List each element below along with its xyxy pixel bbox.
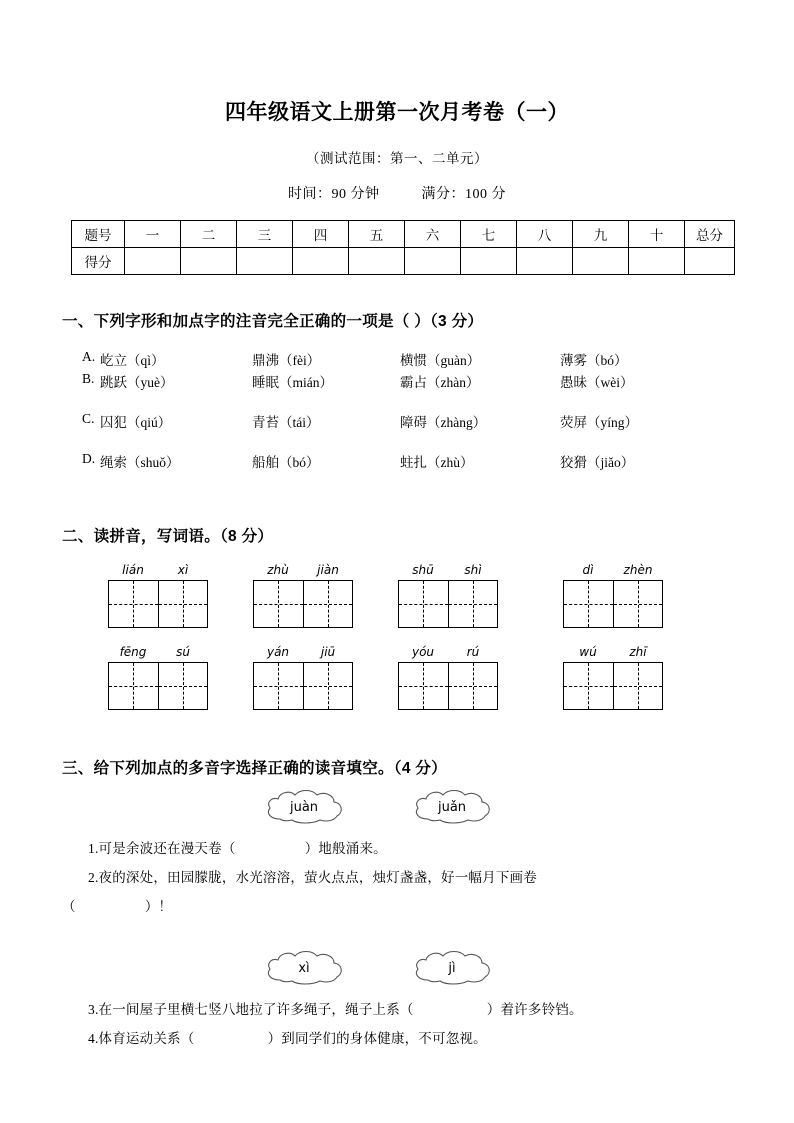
cloud-bubble-juan3 xyxy=(410,786,494,828)
pinyin-syllable: fēng xyxy=(119,645,147,659)
option-row-d[interactable] xyxy=(0,451,794,491)
table-row-question-numbers xyxy=(72,221,735,248)
cloud-pinyin-text: juǎn xyxy=(437,800,467,815)
row-header-score: 得分 xyxy=(72,248,125,275)
score-cell-3[interactable] xyxy=(237,248,293,275)
tianzige-cell[interactable] xyxy=(254,663,303,709)
tianzige-cell[interactable] xyxy=(109,663,158,709)
cloud-pinyin-text: jì xyxy=(448,961,456,976)
score-cell-7[interactable] xyxy=(461,248,517,275)
score-cell-total[interactable] xyxy=(685,248,735,275)
pinyin-label-1-3 xyxy=(398,560,498,580)
tianzige-box[interactable] xyxy=(398,580,498,628)
pinyin-syllable: zhèn xyxy=(623,563,653,577)
tianzige-cell[interactable] xyxy=(303,581,352,627)
sentence-2-text-open-paren: （ xyxy=(62,899,76,914)
pinyin-syllable: wú xyxy=(579,645,597,659)
pinyin-label-2-1 xyxy=(108,642,208,662)
column-header-3: 三 xyxy=(237,221,293,248)
tianzige-cell[interactable] xyxy=(448,663,497,709)
option-c-item-1: 囚犯（qiú） xyxy=(100,415,172,430)
tianzige-cell[interactable] xyxy=(158,581,207,627)
option-c-letter: C. xyxy=(82,411,95,426)
tianzige-box[interactable] xyxy=(253,580,353,628)
tianzige-cell[interactable] xyxy=(564,663,613,709)
test-scope-subtitle: （测试范围：第一、二单元） xyxy=(306,151,488,166)
sentence-2-text-close: ）！ xyxy=(144,899,173,914)
grid-unit-1-2 xyxy=(253,560,353,628)
pinyin-syllable: shū xyxy=(412,563,434,577)
cloud-bubble-juan4 xyxy=(262,786,346,828)
total-score-label: 满分：100 分 xyxy=(421,187,506,202)
cloud-bubble-xi4 xyxy=(262,947,346,989)
option-b-item-4: 愚昧（wèi） xyxy=(560,375,634,390)
pinyin-syllable: jiū xyxy=(320,645,336,659)
section-1-options xyxy=(0,331,794,491)
sentence-4-text-after: ）到同学们的身体健康，不可忽视。 xyxy=(267,1031,487,1046)
sentence-3[interactable] xyxy=(0,995,794,1024)
option-a-item-4: 薄雾（bó） xyxy=(560,353,628,368)
grid-row-2 xyxy=(0,642,794,722)
option-a-letter: A. xyxy=(82,349,96,364)
cloud-row-2 xyxy=(0,947,794,995)
score-cell-6[interactable] xyxy=(405,248,461,275)
column-header-2: 二 xyxy=(181,221,237,248)
score-cell-1[interactable] xyxy=(125,248,181,275)
pinyin-syllable: sú xyxy=(176,645,190,659)
tianzige-cell[interactable] xyxy=(613,663,662,709)
sentence-2[interactable] xyxy=(0,863,794,892)
column-header-4: 四 xyxy=(293,221,349,248)
grid-unit-2-3 xyxy=(398,642,498,710)
pinyin-label-1-1 xyxy=(108,560,208,580)
column-header-8: 八 xyxy=(517,221,573,248)
pinyin-label-2-2 xyxy=(253,642,353,662)
score-cell-10[interactable] xyxy=(629,248,685,275)
tianzige-cell[interactable] xyxy=(254,581,303,627)
sentence-3-text-after: ）着许多铃铛。 xyxy=(486,1002,583,1017)
option-b-item-1: 跳跃（yuè） xyxy=(100,375,174,390)
pinyin-writing-grids xyxy=(0,560,794,722)
option-a-item-1: 屹立（qì） xyxy=(100,353,165,368)
option-c-item-3: 障碍（zhàng） xyxy=(400,415,487,430)
time-limit-label: 时间：90 分钟 xyxy=(288,187,380,202)
cloud-pinyin-text: xì xyxy=(298,961,310,976)
row-header-question-number: 题号 xyxy=(72,221,125,248)
cloud-pinyin-text: juàn xyxy=(289,800,319,815)
score-table xyxy=(71,220,735,275)
pinyin-label-2-3 xyxy=(398,642,498,662)
option-c-item-4: 荧屏（yíng） xyxy=(560,415,639,430)
grid-unit-2-1 xyxy=(108,642,208,710)
tianzige-box[interactable] xyxy=(108,662,208,710)
pinyin-syllable: lián xyxy=(122,563,144,577)
tianzige-cell[interactable] xyxy=(158,663,207,709)
tianzige-box[interactable] xyxy=(108,580,208,628)
sentence-4-text-before: 4.体育运动关系（ xyxy=(88,1031,195,1046)
pinyin-syllable: shì xyxy=(464,563,482,577)
tianzige-box[interactable] xyxy=(253,662,353,710)
pinyin-syllable: rú xyxy=(466,645,480,659)
pinyin-syllable: zhù xyxy=(267,563,289,577)
score-table-wrapper xyxy=(71,220,723,275)
option-d-item-1: 绳索（shuǒ） xyxy=(100,455,180,470)
option-b-item-2: 睡眠（mián） xyxy=(252,375,333,390)
grid-unit-1-1 xyxy=(108,560,208,628)
option-d-item-4: 狡猾（jiǎo） xyxy=(560,455,635,470)
section-2-title: 二、读拼音，写词语。（8 分） xyxy=(62,528,274,545)
grid-unit-1-4 xyxy=(563,560,663,628)
pinyin-syllable: jiàn xyxy=(317,563,339,577)
option-d-item-2: 船舶（bó） xyxy=(252,455,320,470)
column-header-6: 六 xyxy=(405,221,461,248)
pinyin-syllable: zhī xyxy=(629,645,647,659)
score-cell-5[interactable] xyxy=(349,248,405,275)
sentence-1-text-before: 1.可是余波还在漫天卷（ xyxy=(88,841,236,856)
option-c-item-2: 青苔（tái） xyxy=(252,415,320,430)
option-b-letter: B. xyxy=(82,371,95,386)
option-d-item-3: 蛀扎（zhù） xyxy=(400,455,474,470)
tianzige-cell[interactable] xyxy=(109,581,158,627)
option-row-b[interactable] xyxy=(0,371,794,411)
sentence-3-text-before: 3.在一间屋子里横七竖八地拉了许多绳子，绳子上系（ xyxy=(88,1002,414,1017)
sentence-4[interactable] xyxy=(0,1024,794,1053)
sentence-1-text-after: ）地般涌来。 xyxy=(304,841,387,856)
option-a-item-2: 鼎沸（fèi） xyxy=(252,353,321,368)
score-cell-2[interactable] xyxy=(181,248,237,275)
column-header-total: 总分 xyxy=(685,221,735,248)
option-row-a[interactable] xyxy=(0,331,794,371)
tianzige-cell[interactable] xyxy=(303,663,352,709)
sentence-1[interactable] xyxy=(0,834,794,863)
column-header-9: 九 xyxy=(573,221,629,248)
cloud-row-1 xyxy=(0,786,794,834)
tianzige-box[interactable] xyxy=(563,662,663,710)
option-row-c[interactable] xyxy=(0,411,794,451)
exam-meta xyxy=(0,167,794,203)
cloud-bubble-ji4 xyxy=(410,947,494,989)
sentence-2-continued[interactable] xyxy=(0,892,794,921)
column-header-7: 七 xyxy=(461,221,517,248)
tianzige-cell[interactable] xyxy=(399,581,448,627)
tianzige-cell[interactable] xyxy=(564,581,613,627)
tianzige-cell[interactable] xyxy=(399,663,448,709)
tianzige-box[interactable] xyxy=(398,662,498,710)
option-d-letter: D. xyxy=(82,451,96,466)
score-cell-8[interactable] xyxy=(517,248,573,275)
grid-unit-2-2 xyxy=(253,642,353,710)
pinyin-syllable: xì xyxy=(177,563,189,577)
pinyin-label-1-2 xyxy=(253,560,353,580)
option-a-item-3: 横惯（guàn） xyxy=(400,353,481,368)
score-cell-4[interactable] xyxy=(293,248,349,275)
score-cell-9[interactable] xyxy=(573,248,629,275)
pinyin-syllable: dì xyxy=(582,563,594,577)
tianzige-cell[interactable] xyxy=(448,581,497,627)
sentence-2-text-line1: 2.夜的深处，田园朦胧，水光溶溶，萤火点点，烛灯盏盏，好一幅月下画卷 xyxy=(88,870,537,885)
section-3-title: 三、给下列加点的多音字选择正确的读音填空。（4 分） xyxy=(62,760,447,777)
column-header-10: 十 xyxy=(629,221,685,248)
section-1-title: 一、下列字形和加点字的注音完全正确的一项是（ ）（3 分） xyxy=(62,313,484,330)
table-row-scores xyxy=(72,248,735,275)
grid-unit-2-4 xyxy=(563,642,663,710)
pinyin-syllable: yóu xyxy=(411,645,435,659)
column-header-5: 五 xyxy=(349,221,405,248)
page-title: 四年级语文上册第一次月考卷（一） xyxy=(225,101,569,124)
column-header-1: 一 xyxy=(125,221,181,248)
pinyin-label-2-4 xyxy=(563,642,663,662)
grid-row-1 xyxy=(0,560,794,640)
pinyin-label-1-4 xyxy=(563,560,663,580)
grid-unit-1-3 xyxy=(398,560,498,628)
pinyin-syllable: yán xyxy=(266,645,290,659)
option-b-item-3: 霸占（zhàn） xyxy=(400,375,480,390)
tianzige-cell[interactable] xyxy=(613,581,662,627)
tianzige-box[interactable] xyxy=(563,580,663,628)
